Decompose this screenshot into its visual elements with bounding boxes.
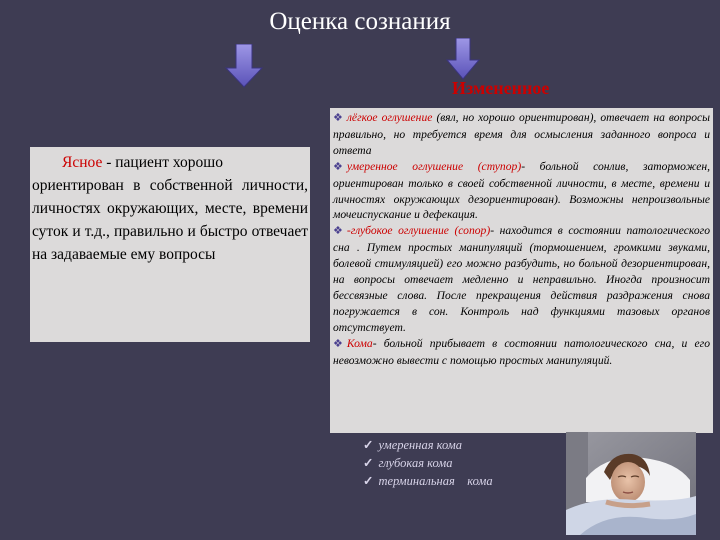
- changed-consciousness-heading: Измененное: [452, 78, 550, 98]
- list-item: [333, 223, 710, 335]
- list-item: [333, 110, 710, 159]
- coma-types-list: [363, 436, 493, 490]
- coma-type-label: глубокая кома: [378, 456, 453, 470]
- diamond-bullet-icon: ❖: [333, 112, 343, 124]
- altered-consciousness-list: [333, 110, 710, 369]
- clear-description: ориентирован в собственной личности, личностях окружающих, месте, времени суток и т.д., правильно и быстро отвечает на задаваемые ему вопросы: [32, 177, 308, 263]
- coma-type-item: [363, 436, 493, 454]
- item-term: Кома: [346, 336, 373, 350]
- diamond-bullet-icon: ❖: [333, 225, 343, 238]
- checkmark-icon: ✓: [363, 474, 374, 488]
- down-arrow-icon: [445, 38, 481, 80]
- clear-keyword: Ясное: [62, 154, 103, 171]
- checkmark-icon: ✓: [363, 438, 374, 452]
- diamond-bullet-icon: ❖: [333, 337, 343, 350]
- item-term: -глубокое оглушение (сопор): [346, 224, 491, 238]
- item-term: лёгкое оглушение: [346, 111, 433, 124]
- diamond-bullet-icon: ❖: [333, 160, 343, 173]
- coma-type-item: [363, 454, 493, 472]
- checkmark-icon: ✓: [363, 456, 374, 470]
- coma-type-label: терминальная кома: [378, 474, 493, 488]
- coma-type-label: умеренная кома: [378, 438, 463, 452]
- list-item: [333, 159, 710, 224]
- slide-title: Оценка сознания: [269, 8, 451, 35]
- clear-consciousness-text: [32, 151, 308, 266]
- item-text: (вял, но хорошо ориентирован), отвечает на вопросы правильно, но требуется время для осмысления заданного вопроса и ответа: [333, 111, 710, 157]
- item-text: - больной прибывает в состоянии патологического сна, и его невозможно вывести с помощью простых манипуляций.: [333, 336, 710, 367]
- down-arrow-icon: [224, 44, 264, 88]
- item-term: умеренное оглушение (ступор): [346, 159, 522, 173]
- list-item: [333, 336, 710, 369]
- item-text: - находится в состоянии патологического сна . Путем простых манипуляций (тормошением, громкими звуками, болевой стимуляцией) его можно разбудить, но больной дезориентирован, на вопросы отвечает медленно и неправильно. Иногда произносит бессвязные слова. После прекращения действия раздражения снова погружается в сон. Контроль над функциями тазовых органов отсутствует.: [333, 224, 710, 334]
- coma-type-item: [363, 472, 493, 490]
- keyword-continuation: - пациент хорошо: [102, 154, 223, 171]
- first-line: [32, 151, 308, 174]
- item-text: - больной сонлив, заторможен, ориентирован только в своей собственной личности, в месте, времени и личностях окружающих дезориентирован). Возможны непроизвольные мочеиспускание и дефекация.: [333, 159, 711, 222]
- patient-photo: [566, 432, 696, 535]
